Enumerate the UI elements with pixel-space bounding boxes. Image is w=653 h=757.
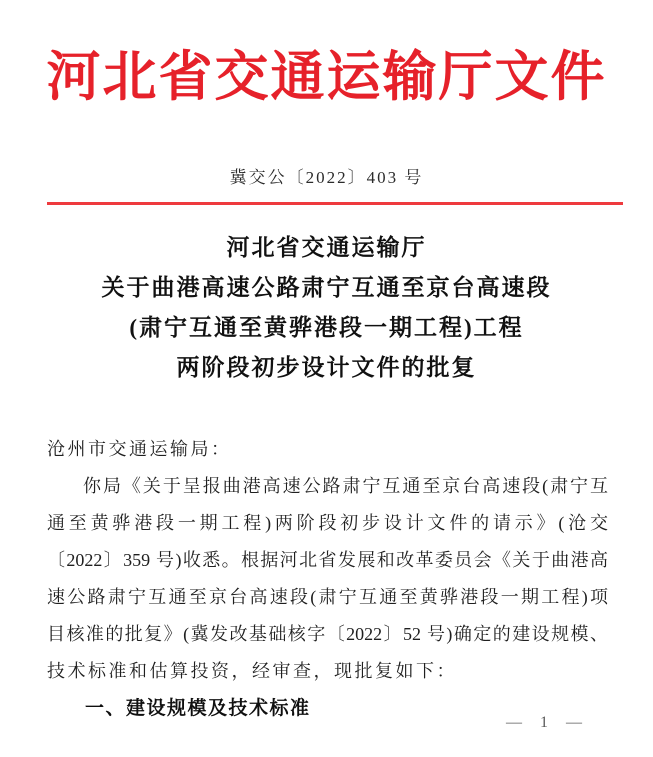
- page-number: — 1 —: [506, 714, 583, 731]
- document-title-line: 河北省交通运输厅: [226, 235, 427, 260]
- document-body: [47, 431, 608, 727]
- body-paragraph-line: 〔2022〕359 号)收悉。根据河北省发展和改革委员会《关于曲港高: [47, 550, 608, 570]
- document-reference-number: 冀交公〔2022〕403 号: [229, 168, 424, 187]
- document-title-line: (肃宁互通至黄骅港段一期工程)工程: [129, 315, 524, 340]
- body-paragraph-line: 目核准的批复》(冀发改基础核字〔2022〕52 号)确定的建设规模、: [47, 624, 608, 644]
- red-divider-rule: [47, 202, 623, 205]
- document-title: [20, 228, 633, 388]
- section-heading: 一、建设规模及技术标准: [85, 698, 311, 719]
- salutation: 沧州市交通运输局：: [47, 439, 232, 459]
- document-masthead: 河北省交通运输厅文件: [46, 47, 607, 107]
- body-paragraph-line: 技术标准和估算投资，经审查，现批复如下：: [47, 661, 457, 681]
- body-paragraph-line: 你局《关于呈报曲港高速公路肃宁互通至京台高速段(肃宁互: [83, 476, 608, 496]
- body-paragraph-line: 通至黄骅港段一期工程)两阶段初步设计文件的请示》(沧交: [47, 513, 608, 533]
- body-paragraph-line: 速公路肃宁互通至京台高速段(肃宁互通至黄骅港段一期工程)项: [47, 587, 608, 607]
- document-title-line: 关于曲港高速公路肃宁互通至京台高速段: [101, 275, 552, 300]
- document-title-line: 两阶段初步设计文件的批复: [176, 355, 477, 380]
